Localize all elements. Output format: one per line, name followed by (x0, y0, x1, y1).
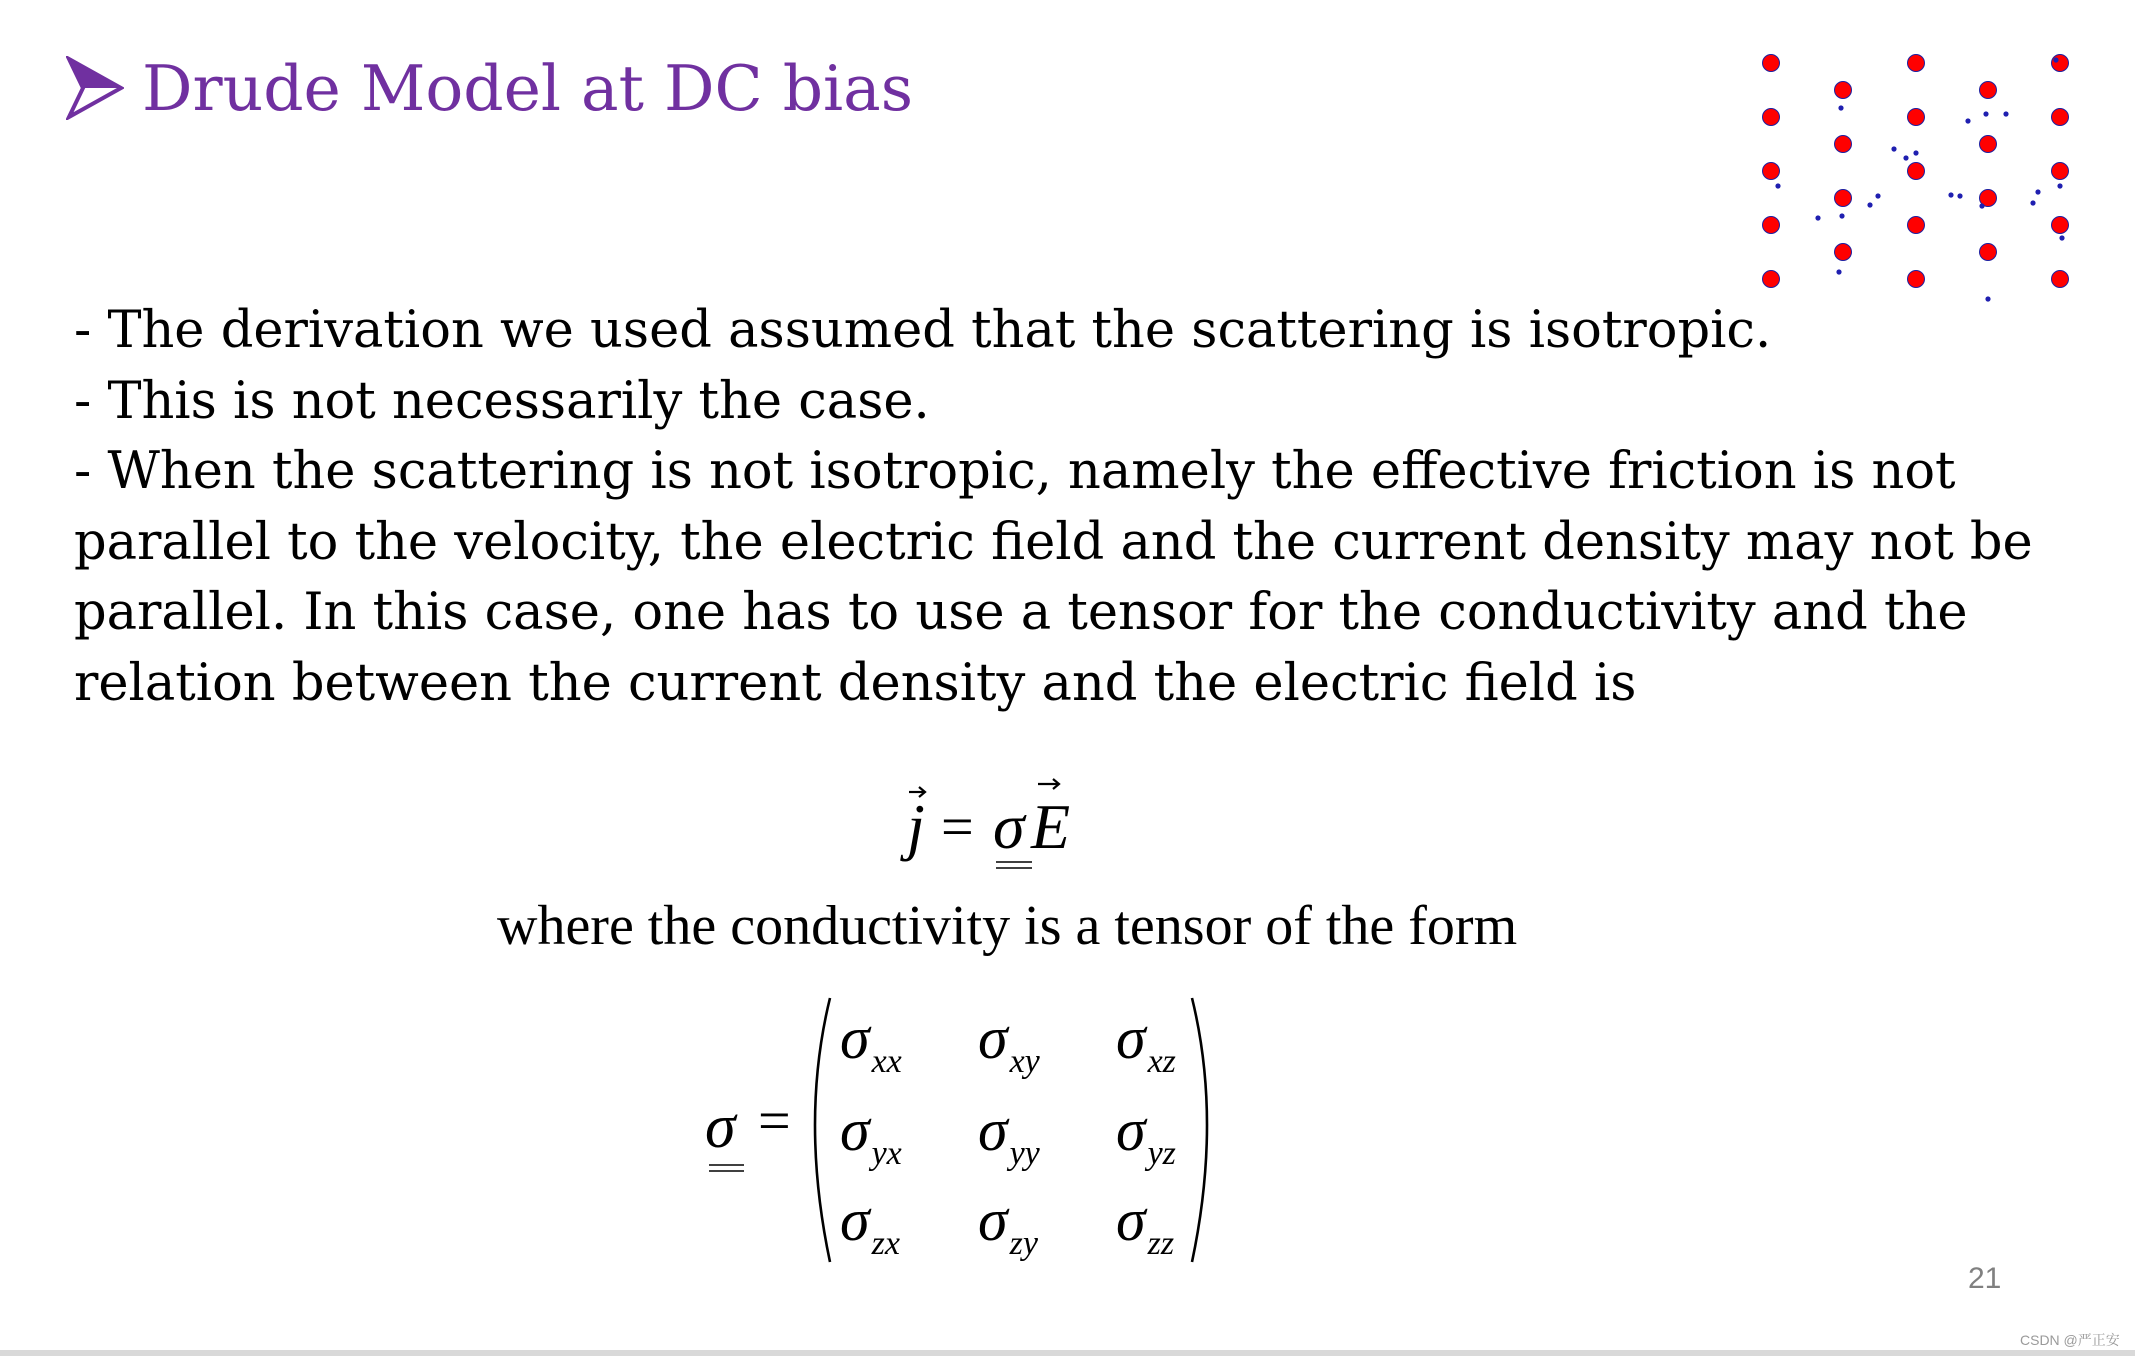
matrix-entry: $\sigma_{zz}$ (1116, 1187, 1175, 1262)
body-text (74, 296, 2033, 719)
body-line: relation between the current density and the electric field is (74, 653, 1637, 713)
tensor-lhs-sigma: σ (705, 1093, 736, 1161)
ion-dot (1908, 271, 1925, 288)
electron-dot (2003, 111, 2008, 116)
electron-dot (1815, 215, 1820, 220)
body-line: parallel to the velocity, the electric field and the current density may not be (74, 512, 2033, 572)
electron-dot (2035, 189, 2040, 194)
electron-dot (1891, 146, 1896, 151)
ion-dot (2052, 55, 2069, 72)
ion-dot (1908, 163, 1925, 180)
left-parenthesis (815, 998, 830, 1262)
ion-dot (1763, 163, 1780, 180)
electron-dot (2030, 200, 2035, 205)
electric-field-symbol: E (1031, 791, 1071, 862)
slide-title-row (66, 42, 913, 134)
electron-dot (1903, 155, 1908, 160)
tensor-underline (996, 862, 1032, 868)
matrix-entry: $\sigma_{yy}$ (978, 1097, 1040, 1172)
lattice-illustration (1748, 46, 2088, 316)
bottom-border (0, 1350, 2135, 1356)
slide-title: Drude Model at DC bias (142, 51, 914, 125)
ion-dot (1980, 136, 1997, 153)
electron-dot (1875, 193, 1880, 198)
electron-dot (1913, 150, 1918, 155)
ion-dot (1835, 244, 1852, 261)
electron-dot (2053, 57, 2058, 62)
matrix-entry: $\sigma_{xz}$ (1116, 1005, 1176, 1080)
ion-dot (2052, 109, 2069, 126)
conductivity-tensor-matrix (700, 990, 1220, 1270)
body-line: - When the scattering is not isotropic, namely the effective friction is not (74, 442, 1956, 501)
matrix-entry: $\sigma_{yz}$ (1116, 1097, 1176, 1172)
matrix-entry: $\sigma_{zx}$ (840, 1187, 900, 1262)
ion-dot (1835, 82, 1852, 99)
ion-dot (1763, 109, 1780, 126)
matrix-entry: $\sigma_{zy}$ (978, 1187, 1038, 1262)
tensor-lhs-underline (709, 1165, 744, 1171)
ohm-law-equation (895, 776, 1105, 886)
matrix-entry: $\sigma_{xy}$ (978, 1005, 1040, 1080)
tensor-caption: where the conductivity is a tensor of the form (497, 895, 1518, 957)
equals-sign: = (941, 794, 974, 859)
conductivity-symbol: σ (993, 791, 1025, 862)
ion-dot (2052, 271, 2069, 288)
ion-dot (1908, 217, 1925, 234)
electron-dot (2059, 235, 2064, 240)
electron-dot (1979, 203, 1984, 208)
ion-dot (2052, 163, 2069, 180)
ion-dot (1763, 271, 1780, 288)
electron-dot (1957, 193, 1962, 198)
tensor-equals-sign: = (758, 1088, 791, 1153)
ion-dot (1980, 82, 1997, 99)
matrix-entry: $\sigma_{yx}$ (840, 1097, 902, 1172)
electron-dot (2057, 183, 2062, 188)
electron-dot (1775, 183, 1780, 188)
electron-dot (1867, 202, 1872, 207)
body-line: - The derivation we used assumed that the scattering is isotropic. (74, 301, 1772, 360)
ion-dot (1908, 109, 1925, 126)
current-density-symbol: j (907, 791, 925, 862)
ion-dot (1835, 190, 1852, 207)
electron-dot (1948, 192, 1953, 197)
matrix-entry: $\sigma_{xx}$ (840, 1005, 902, 1080)
electron-dot (1838, 105, 1843, 110)
electron-dot (1983, 111, 1988, 116)
electron-dot (1836, 269, 1841, 274)
ion-dot (1835, 136, 1852, 153)
electron-dot (1965, 118, 1970, 123)
arrow-bullet-icon (66, 56, 124, 120)
body-line: - This is not necessarily the case. (74, 371, 930, 431)
ion-dot (1763, 217, 1780, 234)
watermark: CSDN @严正安 (2020, 1332, 2120, 1348)
right-parenthesis (1192, 998, 1207, 1262)
ion-dot (1908, 55, 1925, 72)
electron-dot (1839, 213, 1844, 218)
ion-dot (2052, 217, 2069, 234)
page-number: 21 (1968, 1262, 2002, 1295)
ion-dot (1763, 55, 1780, 72)
ion-dot (1980, 244, 1997, 261)
body-line: parallel. In this case, one has to use a tensor for the conductivity and the (74, 583, 1968, 642)
